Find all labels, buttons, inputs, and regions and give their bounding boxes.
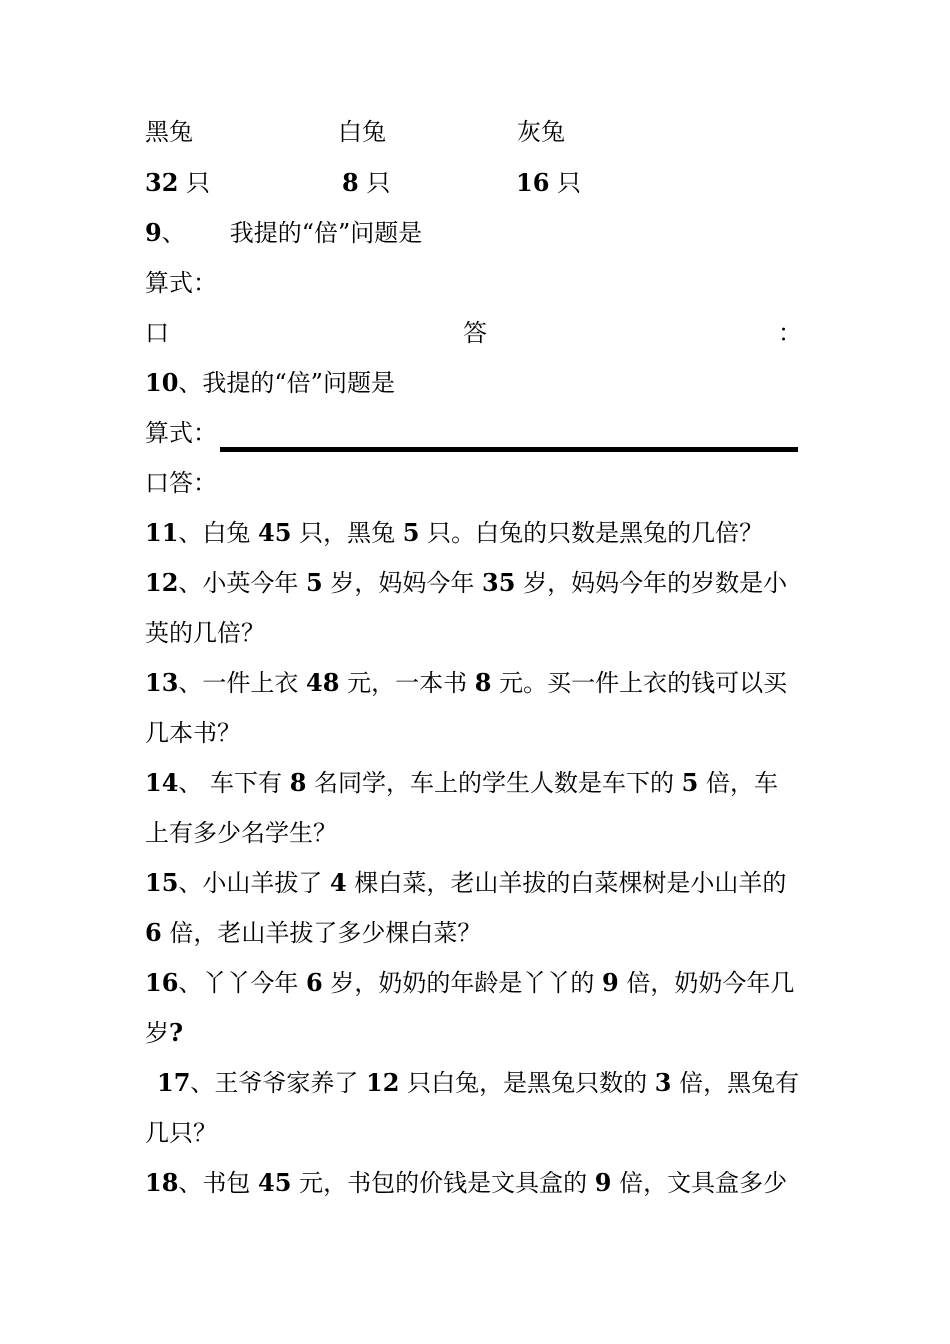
question-text: 、王爷爷家养了 <box>190 1069 359 1097</box>
label-gray-rabbit: 灰兔 <box>517 118 565 146</box>
question-value: 45 <box>258 1168 292 1197</box>
q9-formula-label: 算式： <box>145 269 217 297</box>
question-text: 、小山羊拔了 <box>178 869 323 897</box>
question-value: 4 <box>330 868 347 897</box>
q10-formula-label: 算式： <box>145 419 217 447</box>
question-text: 倍，奶奶今年几 <box>626 969 795 997</box>
question-value: 5 <box>402 518 420 547</box>
question-value: 8 <box>289 768 307 797</box>
q10-answer-label: 口答： <box>145 469 217 497</box>
question-value: 35 <box>482 568 516 597</box>
count-unit: 只 <box>366 169 391 197</box>
question-text: 、 车下有 <box>178 769 283 797</box>
question-10 <box>145 368 395 398</box>
question-number: 13 <box>145 668 179 697</box>
question-sep: 、 <box>161 219 186 247</box>
question-text: 岁，奶奶的年龄是丫丫的 <box>330 969 595 997</box>
question-text: 倍，黑兔有 <box>679 1069 800 1097</box>
question-text: 只，黑兔 <box>299 519 396 547</box>
question-text: 、书包 <box>178 1169 251 1197</box>
question-text: 元，书包的价钱是文具盒的 <box>299 1169 588 1197</box>
question-text: 倍，车 <box>706 769 779 797</box>
question-number: 11 <box>145 518 179 547</box>
question-text: 、一件上衣 <box>178 669 299 697</box>
question-value: 5 <box>681 768 699 797</box>
question-value: 45 <box>258 518 292 547</box>
question-text: 我提的“倍”问题是 <box>229 219 423 247</box>
question-13-cont: 几本书？ <box>145 719 241 747</box>
question-number: 12 <box>145 568 179 597</box>
question-16 <box>145 968 794 998</box>
question-number: 14 <box>145 768 179 797</box>
count-number: 8 <box>342 168 359 197</box>
question-number: 16 <box>145 968 179 997</box>
question-text: 棵白菜，老山羊拔的白菜棵树是小山羊的 <box>354 869 787 897</box>
question-text: 元，一本书 <box>347 669 468 697</box>
question-14 <box>145 768 778 798</box>
question-16-cont <box>145 1018 183 1048</box>
question-value: 9 <box>602 968 619 997</box>
question-15-cont <box>145 918 481 948</box>
question-13 <box>145 668 787 698</box>
question-text: 只白兔，是黑兔只数的 <box>407 1069 648 1097</box>
question-17 <box>157 1068 799 1098</box>
question-text: 、小英今年 <box>178 569 299 597</box>
question-18 <box>145 1168 787 1198</box>
count-number: 16 <box>516 168 550 197</box>
question-number: 15 <box>145 868 179 897</box>
count-number: 32 <box>145 168 179 197</box>
question-text: 、丫丫今年 <box>178 969 299 997</box>
question-12 <box>145 568 787 598</box>
question-value: 6 <box>306 968 323 997</box>
question-text: 只。白兔的只数是黑兔的几倍？ <box>427 519 764 547</box>
question-value: 6 <box>145 918 162 947</box>
count-unit: 只 <box>557 169 582 197</box>
question-12-cont: 英的几倍？ <box>145 619 265 647</box>
question-number: 18 <box>145 1168 179 1197</box>
question-9 <box>145 218 422 248</box>
question-number: 9 <box>145 218 162 247</box>
question-text: 岁，妈妈今年的岁数是小 <box>523 569 788 597</box>
q9-answer-kou: 口 <box>145 319 169 347</box>
question-15 <box>145 868 786 898</box>
question-14-cont: 上有多少名学生？ <box>145 819 337 847</box>
question-text: 岁 <box>145 1019 169 1047</box>
question-value: 3 <box>654 1068 672 1097</box>
question-value: 9 <box>594 1168 612 1197</box>
question-value: 8 <box>474 668 492 697</box>
question-17-cont: 几只？ <box>145 1119 217 1147</box>
question-number: 10 <box>145 368 179 397</box>
question-text: 倍，老山羊拔了多少棵白菜？ <box>169 919 482 947</box>
question-text: 元。买一件上衣的钱可以买 <box>499 669 788 697</box>
question-value: 5 <box>306 568 323 597</box>
question-text: 、白兔 <box>178 519 251 547</box>
label-black-rabbit: 黑兔 <box>145 118 193 146</box>
count-white-rabbit <box>342 168 390 198</box>
label-white-rabbit: 白兔 <box>338 118 386 146</box>
question-text: 、我提的“倍”问题是 <box>178 369 395 397</box>
question-11 <box>145 518 763 548</box>
count-gray-rabbit <box>516 168 581 198</box>
q9-answer-colon: ： <box>778 319 802 347</box>
question-text: 倍，文具盒多少 <box>619 1169 788 1197</box>
question-value: 48 <box>306 668 340 697</box>
q9-answer-da: 答 <box>463 319 487 347</box>
question-number: 17 <box>157 1068 191 1097</box>
question-text: 名同学，车上的学生人数是车下的 <box>314 769 675 797</box>
answer-underline <box>220 447 798 452</box>
question-mark: ? <box>169 1018 184 1047</box>
question-value: 12 <box>366 1068 400 1097</box>
count-black-rabbit <box>145 168 210 198</box>
count-unit: 只 <box>186 169 211 197</box>
question-text: 岁，妈妈今年 <box>330 569 475 597</box>
